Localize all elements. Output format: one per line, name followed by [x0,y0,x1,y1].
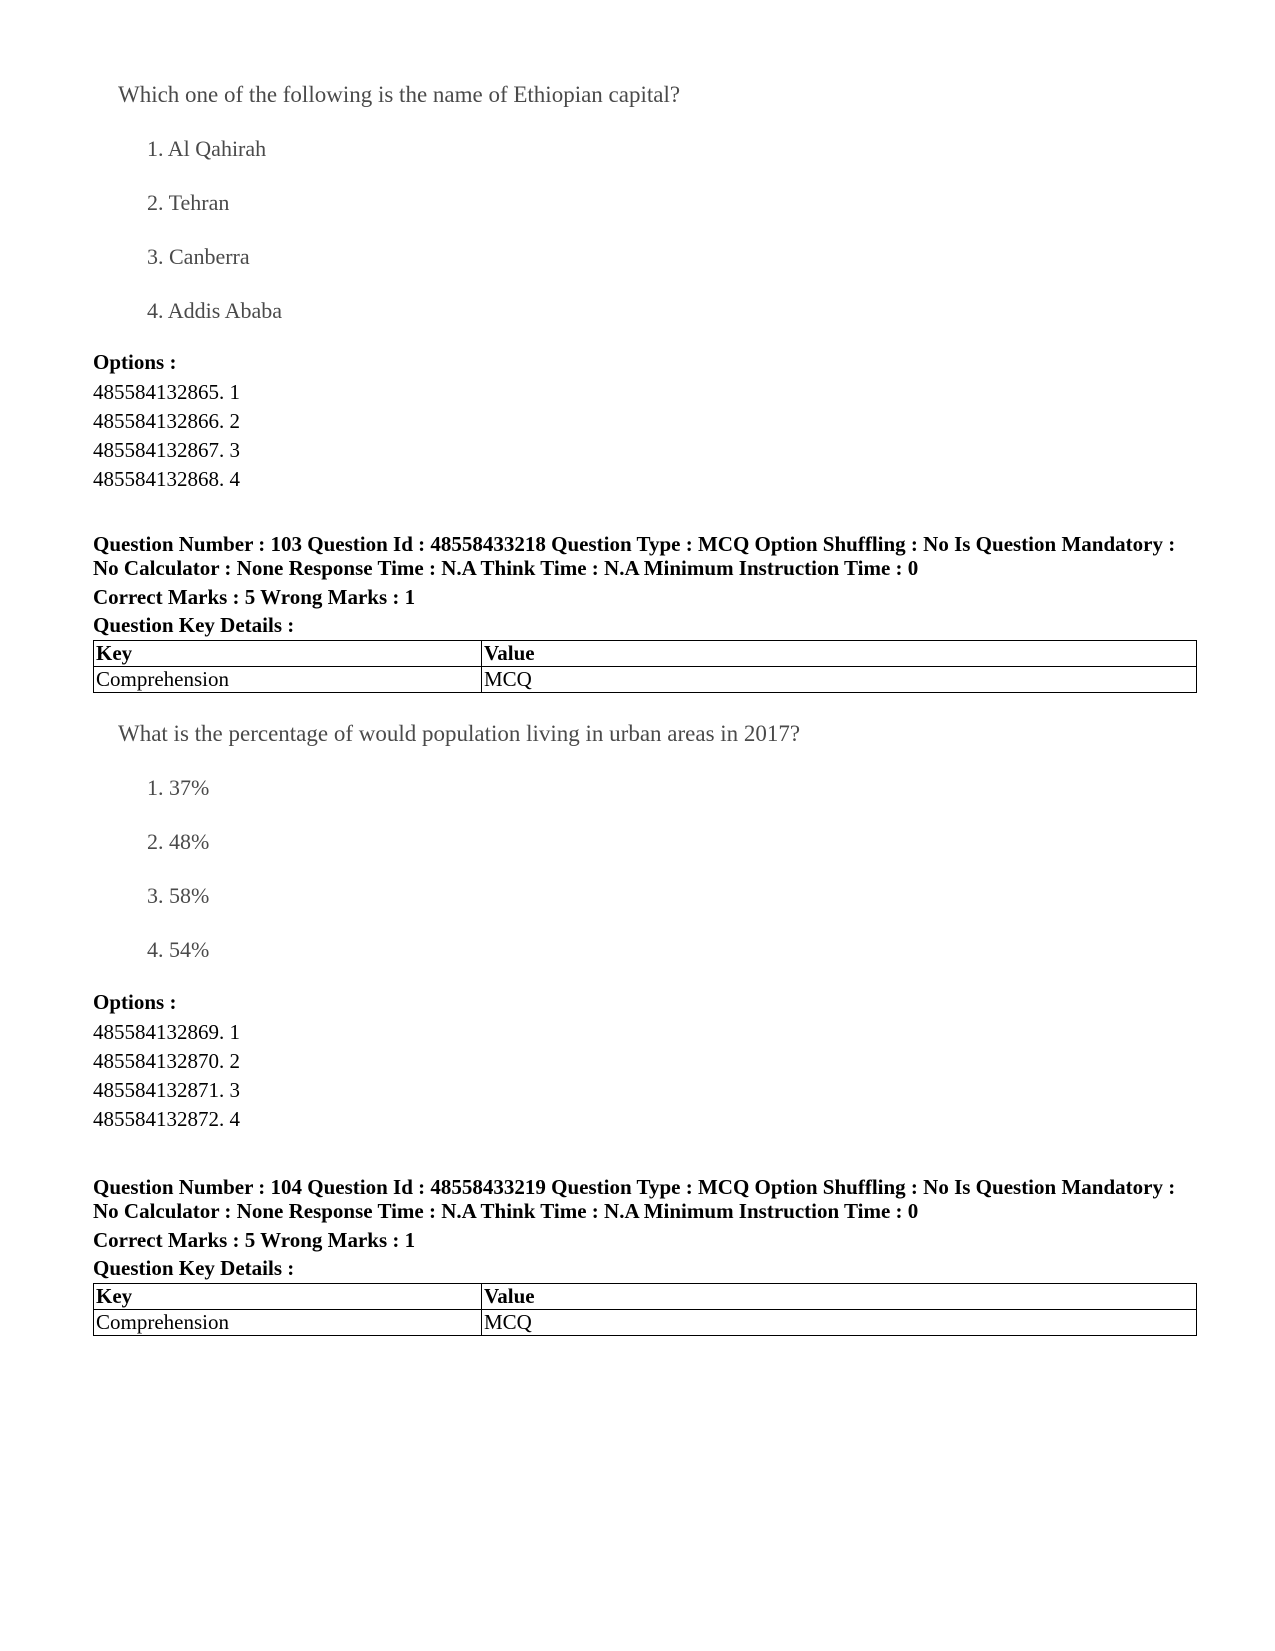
option-line: 485584132867. 3 [93,438,240,462]
choice-3: 3. 58% [147,883,210,908]
choice-2: 2. 48% [147,829,210,854]
key-details-label: Question Key Details : [93,1256,295,1280]
question-text: Which one of the following is the name of Ethiopian capital? [118,82,681,107]
cell-value: MCQ [482,667,1197,693]
option-line: 485584132869. 1 [93,1020,240,1044]
meta-line-2: No Calculator : None Response Time : N.A Think Time : N.A Minimum Instruction Time : 0 [93,556,919,580]
option-line: 485584132868. 4 [93,467,240,491]
table-header-row [94,641,1197,667]
options-label: Options : [93,990,177,1014]
cell-key: Comprehension [94,667,482,693]
marks-line: Correct Marks : 5 Wrong Marks : 1 [93,585,416,609]
header-value: Value [482,641,1197,667]
header-value: Value [482,1284,1197,1310]
option-line: 485584132866. 2 [93,409,240,433]
key-details-label: Question Key Details : [93,613,295,637]
header-key: Key [94,641,482,667]
header-key: Key [94,1284,482,1310]
choice-4: 4. Addis Ababa [147,298,283,323]
option-line: 485584132865. 1 [93,380,240,404]
choice-4: 4. 54% [147,937,210,962]
table-row [94,1310,1197,1336]
meta-line-1: Question Number : 103 Question Id : 48558433218 Question Type : MCQ Option Shuffling : No Is Question Mandatory : [93,532,1176,556]
key-details-table [93,640,1197,693]
cell-key: Comprehension [94,1310,482,1336]
key-details-table [93,1283,1197,1336]
question-text: What is the percentage of would population living in urban areas in 2017? [118,721,801,746]
option-line: 485584132870. 2 [93,1049,240,1073]
choice-2: 2. Tehran [147,190,230,215]
meta-line-2: No Calculator : None Response Time : N.A Think Time : N.A Minimum Instruction Time : 0 [93,1199,919,1223]
options-list [93,1018,240,1134]
options-list [93,378,240,494]
table-header-row [94,1284,1197,1310]
table-row [94,667,1197,693]
meta-line-1: Question Number : 104 Question Id : 48558433219 Question Type : MCQ Option Shuffling : No Is Question Mandatory : [93,1175,1176,1199]
option-line: 485584132872. 4 [93,1107,240,1131]
cell-value: MCQ [482,1310,1197,1336]
option-line: 485584132871. 3 [93,1078,240,1102]
options-label: Options : [93,350,177,374]
choice-1: 1. Al Qahirah [147,136,267,161]
choice-1: 1. 37% [147,775,210,800]
question-meta [93,1175,1175,1223]
marks-line: Correct Marks : 5 Wrong Marks : 1 [93,1228,416,1252]
choice-3: 3. Canberra [147,244,250,269]
question-meta [93,532,1175,580]
